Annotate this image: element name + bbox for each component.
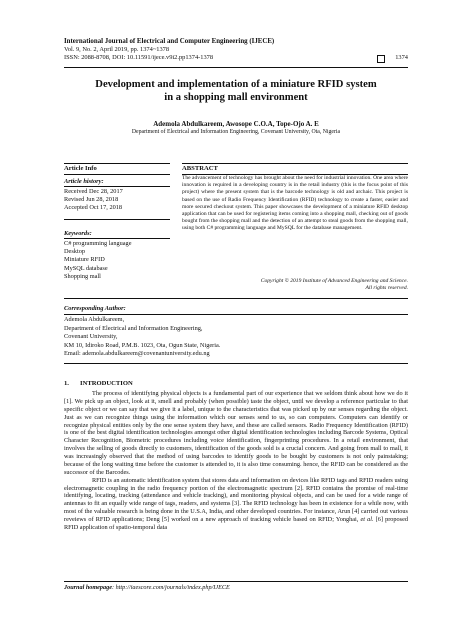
journal-header [64, 38, 408, 63]
copyright-notice [182, 278, 408, 292]
authors: Ademola Abdulkareem, Awosope C.O.A, Tope-Ojo A. E [153, 120, 319, 128]
corresponding-university: Covenant University, [64, 333, 118, 341]
paragraph [64, 477, 408, 532]
page-number: 1374 [395, 54, 408, 62]
keywords-rule [64, 238, 170, 239]
square-icon [377, 55, 385, 63]
history-accepted: Accepted Oct 17, 2018 [64, 204, 123, 212]
volume-info: Vol. 9, No. 2, April 2019, pp. 1374~1378 [64, 46, 170, 54]
paper-title [64, 78, 408, 104]
article-info-rule [64, 174, 170, 175]
homepage-label: Journal homepage [64, 584, 112, 591]
keywords-list [64, 240, 170, 281]
keywords-heading: Keywords: [64, 230, 92, 237]
keyword-item: Desktop [64, 248, 85, 256]
corresponding-address [64, 316, 408, 359]
corresponding-name: Ademola Abdulkareem, [64, 316, 125, 323]
header-rule [64, 67, 408, 68]
section-number: 1. [64, 380, 69, 387]
copyright-line-2: All rights reserved. [365, 285, 408, 292]
paragraph-etal: et al. [360, 516, 374, 523]
journal-homepage [64, 584, 230, 591]
history-bottom-rule [64, 219, 170, 220]
title-line-2: in a shopping mall environment [164, 92, 308, 103]
article-info-top-rule [64, 163, 170, 164]
issn-doi: ISSN: 2088-8708, DOI: 10.11591/ijece.v9i2.pp1374-1378 [64, 54, 214, 62]
copyright-line-1: Copyright © 2019 Institute of Advanced Engineering and Science. [260, 278, 408, 284]
corresponding-email: Email: ademola.abdulkareem@covenantuniversity.edu.ng [64, 350, 210, 358]
keyword-item: Miniature RFID [64, 256, 105, 264]
keyword-item: MySQL database [64, 264, 108, 272]
corresponding-bottom-rule [64, 363, 408, 364]
corresponding-heading: Corresponding Author: [64, 305, 126, 312]
section-heading [64, 380, 133, 387]
info-box-bottom-rule [64, 298, 408, 299]
corresponding-street: KM 10, Idiroko Road, P.M.B. 1023, Ota, Ogun State, Nigeria. [64, 341, 221, 349]
abstract-top-rule [182, 163, 408, 164]
history-received: Received Dec 28, 2017 [64, 188, 123, 195]
paragraph-text: RFID is an automatic identification system that stores data and information on devices like RFID tags and RFID readers using electromagnetic coupling in the radio frequency portion of the electromagnetic spectrum [2]. RFID contains the promise of real-time identifying, locating, tracking (attendance and vehicle tracking), and monitoring physical objects, and can be used for a wide range of antennas to fit an equally wide range of tags, readers, and systems [3]. The RFID technology has been in existence for a while now, with most of the valuable research is being done in the U.S.A, India, and other developed countries. For instance, Arun [4] carried out various reveiews of RFID applications; Deng [5] worked on a new approach of tracking vehicle based on RFID; Yonghai, [64, 476, 408, 523]
corresponding-rule [64, 314, 408, 315]
homepage-url[interactable]: : http://iaescore.com/journals/index.php/IJECE [111, 584, 230, 591]
paragraph-text: [6] proposed RFID application of spatio-temporal data [64, 516, 408, 531]
history-list [64, 188, 170, 213]
paragraph: The process of identifying physical objects is a fundamental part of our experience that we seldom think about how we do it [1]. We pick up an object, look at it, smell and probably (when possible) taste the object, until we develop a reference particular to that specific object or we can say that we give it a label, unique to the characteristics that was picked up by our senses regarding the object. Just as we can recognize things using the information which our senses send to us, so can computers. Computers can identify or recognize physical entities only by the one sense system they have, and these are called sensors. Radio Frequency Identification (RFID) is one of the best digital identification technologies amongst other digital identification technologies including Barcode Systems, Optical Character Recognition, Biometric procedures including voice identification, fingerprinting procedures. In a retail environment, that involves the selling of goods directly to customers, identification of the goods sold is a crucial concern. And going from mall to mall, it was increasingly observed that the method of using barcodes to identify goods to be bought by customers is not only painstaking; because of the long waiting time before the customer is attended to, it is also time consuming. hence, the RFID can be considered as the successor of the Barcodes. [64, 390, 408, 476]
history-revised: Revised Jun 28, 2018 [64, 196, 119, 204]
title-line-1: Development and implementation of a miniature RFID system [95, 79, 377, 90]
section-title: INTRODUCTION [80, 380, 133, 387]
keyword-item: C# programming language [64, 240, 132, 247]
footer-rule [64, 581, 408, 582]
article-info-heading: Article Info [64, 165, 97, 172]
abstract-heading: ABSTRACT [182, 165, 218, 172]
affiliation: Department of Electrical and Information Engineering, Covenant University, Ota, Nigeria [131, 129, 341, 135]
keyword-item: Shopping mall [64, 272, 101, 280]
abstract-text: The advancement of technology has brought about the need for industrial innovation. One area where innovation is required in a developing country is in the retail industry (this is the focus point of this project) where the present system that is the barcode technology is old and archaic. This project is based on the use of Radio Frequency Identification (RFID) technology to create a faster, easier and more secured checkout system. This paper showcases the development of a miniature RFID desktop application that can be used for registering items coming into a shopping mall, checking out of goods bought from the shopping mall and the detection of an attempt to steal goods from the shopping mall, using both C# programming language and MySQL for the database management. [182, 175, 408, 232]
history-rule [64, 186, 170, 187]
introduction-body [64, 390, 408, 532]
history-heading: Article history: [64, 178, 104, 185]
journal-name: International Journal of Electrical and Computer Engineering (IJECE) [64, 38, 275, 45]
corresponding-department: Department of Electrical and Information Engineering, [64, 324, 203, 332]
